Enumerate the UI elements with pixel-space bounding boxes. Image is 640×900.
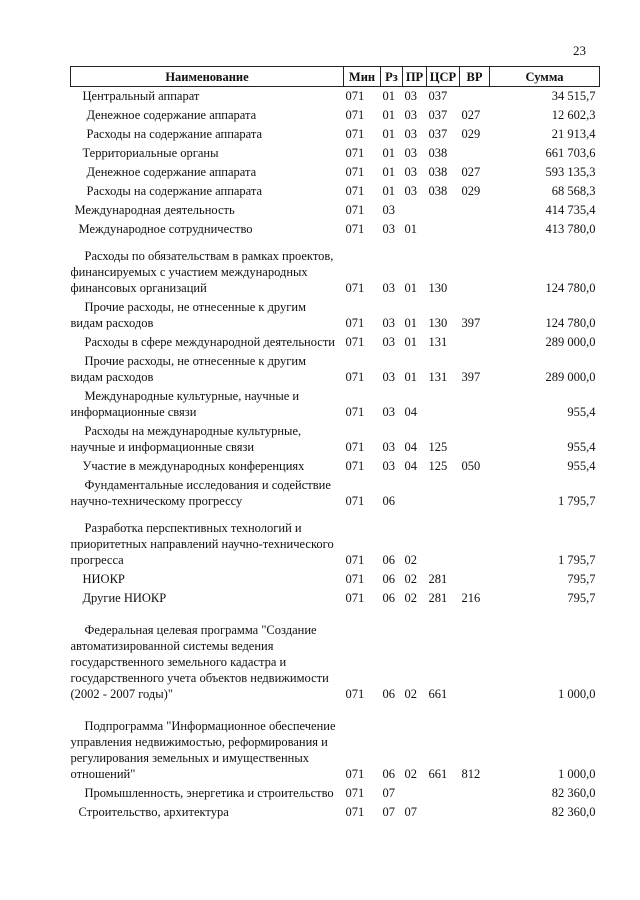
- row-sum: 21 913,4: [551, 127, 596, 141]
- table-row: [71, 182, 600, 201]
- row-min: 071: [345, 591, 365, 605]
- row-rz: 01: [382, 108, 395, 122]
- table-row: [71, 220, 600, 239]
- row-csr: 661: [428, 687, 448, 701]
- row-csr: 038: [428, 165, 448, 179]
- row-pr: 01: [404, 316, 417, 330]
- row-min: 071: [345, 767, 365, 781]
- row-rz: 03: [382, 370, 395, 384]
- row-sum: 795,7: [567, 572, 596, 586]
- page-number: 23: [573, 43, 586, 58]
- row-name: Участие в международных конференциях: [82, 459, 305, 473]
- row-name: Разработка перспективных технологий и приоритетных направлений научно-технического прогресса: [70, 521, 334, 567]
- row-min: 071: [345, 184, 365, 198]
- row-vr: 812: [461, 767, 481, 781]
- row-min: 071: [345, 370, 365, 384]
- row-csr: [427, 476, 460, 511]
- row-vr: [460, 511, 490, 570]
- row-name: Расходы по обязательствам в рамках проектов, финансируемых с участием международных финансовых организаций: [70, 249, 334, 295]
- row-name: Расходы в сфере международной деятельности: [84, 335, 335, 349]
- row-sum: 955,4: [567, 459, 596, 473]
- table-row: [71, 608, 600, 704]
- table-row: [71, 803, 600, 822]
- table-row: [71, 387, 600, 422]
- row-min: 071: [345, 127, 365, 141]
- table-row: [71, 298, 600, 333]
- row-min: 071: [345, 316, 365, 330]
- row-pr: 01: [404, 335, 417, 349]
- row-vr: [460, 144, 490, 163]
- table-row: [71, 201, 600, 220]
- table-row: [71, 87, 600, 107]
- row-sum: 1 000,0: [558, 767, 596, 781]
- row-min: 071: [345, 281, 365, 295]
- row-pr: 01: [404, 370, 417, 384]
- row-min: 071: [345, 146, 365, 160]
- row-name: Фундаментальные исследования и содействие научно-техническому прогрессу: [70, 478, 331, 508]
- row-sum: 1 795,7: [558, 494, 596, 508]
- row-min: 071: [345, 89, 365, 103]
- row-rz: 06: [382, 687, 395, 701]
- table-row: [71, 163, 600, 182]
- row-csr: 125: [428, 440, 448, 454]
- row-name: Строительство, архитектура: [78, 805, 229, 819]
- budget-table: [70, 66, 600, 822]
- row-pr: 02: [404, 591, 417, 605]
- row-pr: 03: [404, 146, 417, 160]
- row-sum: 795,7: [567, 591, 596, 605]
- row-vr: [460, 784, 490, 803]
- row-vr: [460, 476, 490, 511]
- table-row: [71, 144, 600, 163]
- table-row: [71, 106, 600, 125]
- row-sum: 955,4: [567, 405, 596, 419]
- row-vr: 027: [461, 108, 481, 122]
- row-sum: 124 780,0: [545, 281, 596, 295]
- row-vr: 027: [461, 165, 481, 179]
- row-csr: 131: [428, 370, 448, 384]
- row-rz: 06: [382, 553, 395, 567]
- row-sum: 1 795,7: [558, 553, 596, 567]
- row-name: Федеральная целевая программа "Создание автоматизированной системы ведения государственного земельного кадастра и государственного учета объектов недвижимости (2002 - 2007 годы)": [70, 623, 329, 701]
- row-vr: [460, 239, 490, 298]
- row-pr: 04: [404, 459, 417, 473]
- row-sum: 82 360,0: [551, 805, 596, 819]
- table-row: [71, 570, 600, 589]
- table-row: [71, 589, 600, 608]
- row-sum: 661 703,6: [545, 146, 596, 160]
- row-rz: 07: [382, 805, 395, 819]
- row-name: Подпрограмма "Информационное обеспечение управления недвижимостью, реформирования и регулирования земельных и имущественных отношений": [70, 719, 336, 781]
- row-name: Территориальные органы: [82, 146, 219, 160]
- row-vr: [460, 803, 490, 822]
- row-vr: 216: [461, 591, 481, 605]
- row-name: Международные культурные, научные и информационные связи: [70, 389, 300, 419]
- row-vr: [460, 570, 490, 589]
- row-rz: 06: [382, 572, 395, 586]
- row-pr: 02: [404, 767, 417, 781]
- row-vr: 397: [461, 316, 481, 330]
- row-rz: 03: [382, 459, 395, 473]
- row-vr: 397: [461, 370, 481, 384]
- header-name: Наименование: [71, 67, 344, 87]
- row-rz: 01: [382, 127, 395, 141]
- row-pr: 03: [404, 127, 417, 141]
- row-rz: 01: [382, 165, 395, 179]
- row-sum: 12 602,3: [551, 108, 596, 122]
- row-csr: 281: [428, 572, 448, 586]
- row-vr: [460, 333, 490, 352]
- header-vr: ВР: [460, 67, 490, 87]
- row-rz: 06: [382, 591, 395, 605]
- row-min: 071: [345, 553, 365, 567]
- row-rz: 01: [382, 146, 395, 160]
- row-sum: 289 000,0: [545, 335, 596, 349]
- row-sum: 593 135,3: [545, 165, 596, 179]
- row-pr: 07: [404, 805, 417, 819]
- row-rz: 07: [382, 786, 395, 800]
- row-sum: 82 360,0: [551, 786, 596, 800]
- table-row: [71, 784, 600, 803]
- row-csr: [427, 803, 460, 822]
- row-pr: 01: [404, 222, 417, 236]
- row-csr: [427, 784, 460, 803]
- row-rz: 03: [382, 335, 395, 349]
- row-pr: [403, 784, 427, 803]
- row-vr: 050: [461, 459, 481, 473]
- row-csr: 037: [428, 127, 448, 141]
- row-sum: 1 000,0: [558, 687, 596, 701]
- row-min: 071: [345, 203, 365, 217]
- row-rz: 03: [382, 440, 395, 454]
- row-min: 071: [345, 494, 365, 508]
- header-sum: Сумма: [490, 67, 600, 87]
- row-sum: 413 780,0: [545, 222, 596, 236]
- table-row: [71, 704, 600, 784]
- table-row: [71, 476, 600, 511]
- row-sum: 124 780,0: [545, 316, 596, 330]
- row-rz: 01: [382, 184, 395, 198]
- row-pr: 02: [404, 553, 417, 567]
- table-row: [71, 511, 600, 570]
- row-pr: 03: [404, 184, 417, 198]
- row-name: Другие НИОКР: [82, 591, 167, 605]
- row-csr: 661: [428, 767, 448, 781]
- row-sum: 289 000,0: [545, 370, 596, 384]
- table-row: [71, 457, 600, 476]
- row-name: Расходы на содержание аппарата: [86, 127, 263, 141]
- table-row: [71, 352, 600, 387]
- row-rz: 03: [382, 222, 395, 236]
- row-min: 071: [345, 405, 365, 419]
- header-pr: ПР: [403, 67, 427, 87]
- row-min: 071: [345, 687, 365, 701]
- header-rz: Рз: [381, 67, 403, 87]
- row-pr: 01: [404, 281, 417, 295]
- row-name: Денежное содержание аппарата: [86, 108, 257, 122]
- row-csr: 131: [428, 335, 448, 349]
- row-pr: 03: [404, 165, 417, 179]
- row-csr: 037: [428, 108, 448, 122]
- row-csr: 038: [428, 146, 448, 160]
- row-vr: [460, 387, 490, 422]
- row-csr: 281: [428, 591, 448, 605]
- row-vr: [460, 422, 490, 457]
- row-min: 071: [345, 459, 365, 473]
- row-csr: 125: [428, 459, 448, 473]
- row-sum: 414 735,4: [545, 203, 596, 217]
- row-name: Промышленность, энергетика и строительство: [84, 786, 334, 800]
- table-row: [71, 125, 600, 144]
- row-rz: 03: [382, 405, 395, 419]
- row-min: 071: [345, 165, 365, 179]
- row-csr: 038: [428, 184, 448, 198]
- row-pr: 02: [404, 687, 417, 701]
- header-min: Мин: [344, 67, 381, 87]
- row-name: Прочие расходы, не отнесенные к другим видам расходов: [70, 354, 306, 384]
- row-min: 071: [345, 440, 365, 454]
- row-min: 071: [345, 108, 365, 122]
- table-row: [71, 333, 600, 352]
- table-header-row: [71, 67, 600, 87]
- row-name: Расходы на международные культурные, научные и информационные связи: [70, 424, 302, 454]
- row-min: 071: [345, 335, 365, 349]
- row-min: 071: [345, 222, 365, 236]
- row-name: Прочие расходы, не отнесенные к другим видам расходов: [70, 300, 306, 330]
- row-pr: 02: [404, 572, 417, 586]
- row-csr: [427, 220, 460, 239]
- row-csr: 130: [428, 316, 448, 330]
- row-sum: 68 568,3: [551, 184, 596, 198]
- row-name: Международная деятельность: [74, 203, 235, 217]
- row-vr: 029: [461, 184, 481, 198]
- row-vr: [460, 87, 490, 107]
- row-csr: [427, 201, 460, 220]
- row-rz: 03: [382, 281, 395, 295]
- row-name: Денежное содержание аппарата: [86, 165, 257, 179]
- table-row: [71, 239, 600, 298]
- table-row: [71, 422, 600, 457]
- row-rz: 03: [382, 316, 395, 330]
- row-vr: [460, 220, 490, 239]
- row-name: Международное сотрудничество: [78, 222, 253, 236]
- row-rz: 03: [382, 203, 395, 217]
- row-vr: [460, 608, 490, 704]
- row-min: 071: [345, 805, 365, 819]
- row-pr: [403, 201, 427, 220]
- row-csr: 130: [428, 281, 448, 295]
- row-csr: 037: [428, 89, 448, 103]
- row-vr: 029: [461, 127, 481, 141]
- row-rz: 06: [382, 767, 395, 781]
- row-min: 071: [345, 572, 365, 586]
- row-pr: [403, 476, 427, 511]
- row-sum: 34 515,7: [551, 89, 596, 103]
- row-pr: 03: [404, 89, 417, 103]
- header-csr: ЦСР: [427, 67, 460, 87]
- row-pr: 03: [404, 108, 417, 122]
- row-rz: 06: [382, 494, 395, 508]
- row-vr: [460, 201, 490, 220]
- row-name: Расходы на содержание аппарата: [86, 184, 263, 198]
- row-sum: 955,4: [567, 440, 596, 454]
- row-name: НИОКР: [82, 572, 125, 586]
- row-csr: [427, 387, 460, 422]
- row-name: Центральный аппарат: [82, 89, 200, 103]
- row-pr: 04: [404, 405, 417, 419]
- row-pr: 04: [404, 440, 417, 454]
- row-csr: [427, 511, 460, 570]
- row-min: 071: [345, 786, 365, 800]
- row-rz: 01: [382, 89, 395, 103]
